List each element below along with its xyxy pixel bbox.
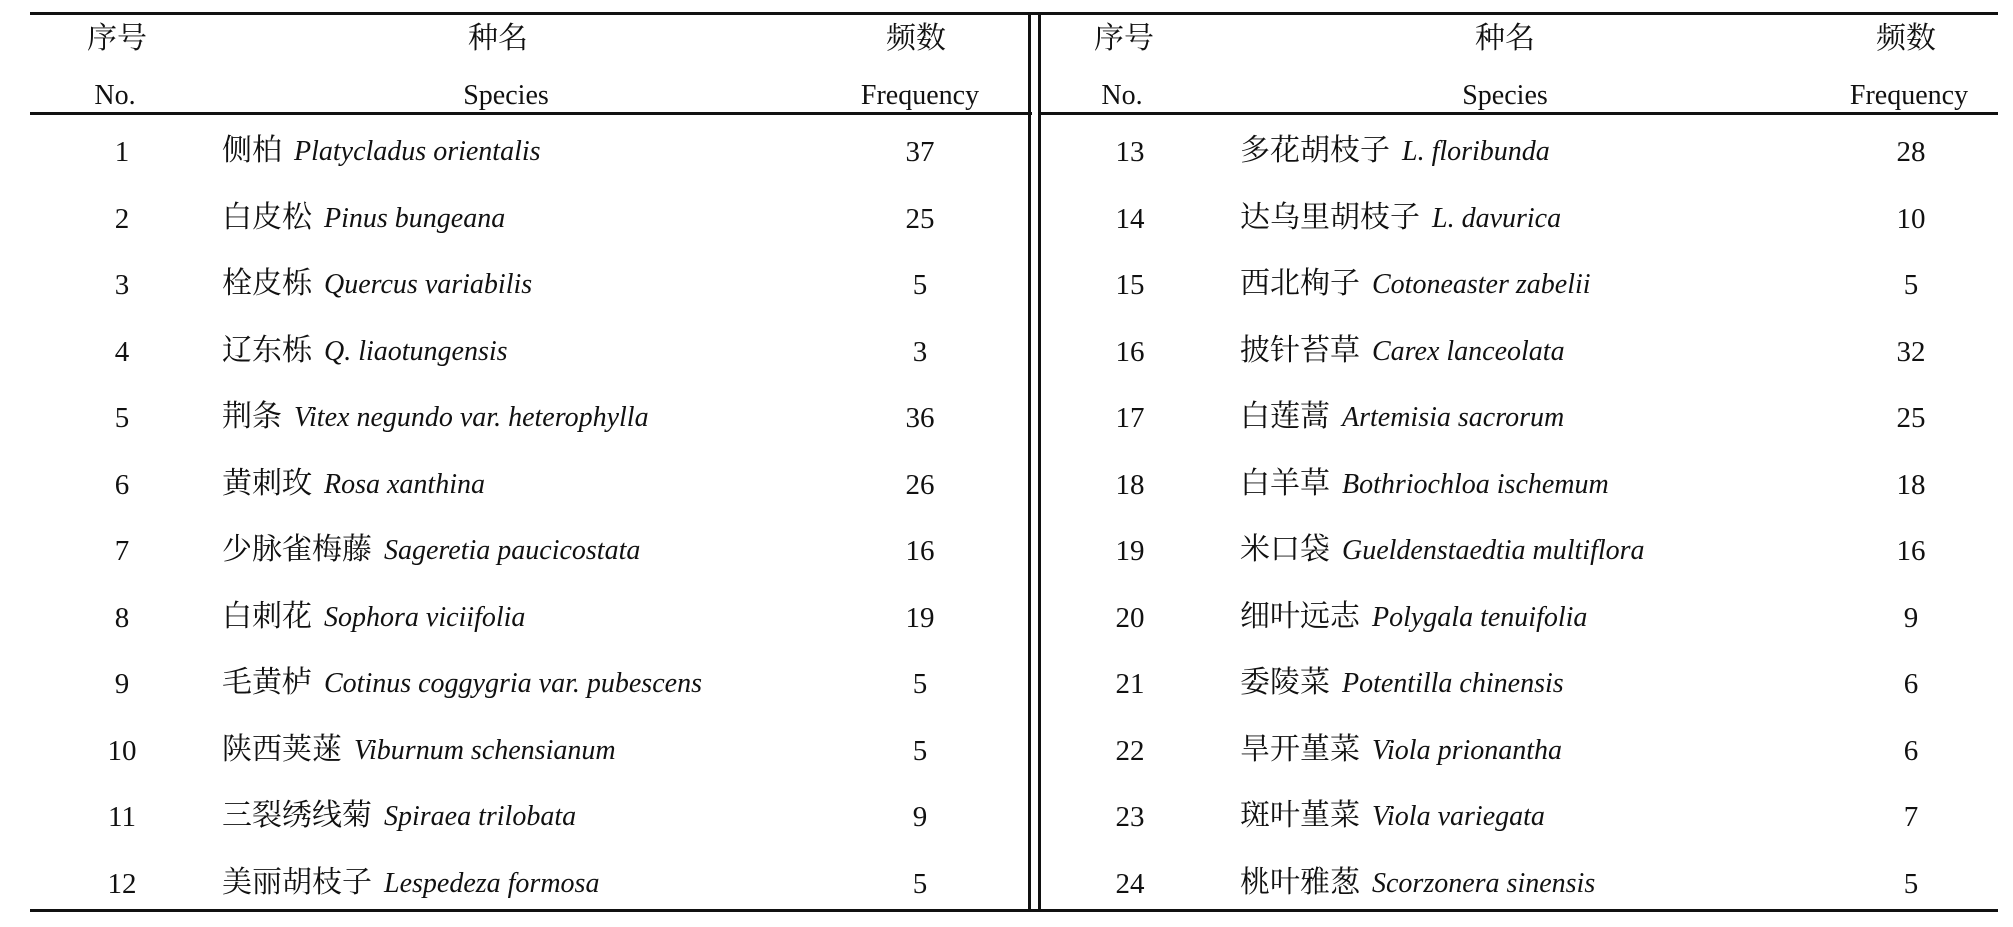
row-number: 17: [1115, 402, 1145, 434]
species-latin-name: Sageretia paucicostata: [384, 535, 641, 566]
species-latin-name: Vitex negundo var. heterophylla: [294, 402, 649, 433]
frequency-value: 6: [1903, 668, 1919, 700]
species-chinese-name: 桃叶雅葱: [1240, 865, 1360, 900]
row-number: 14: [1115, 203, 1145, 235]
species-chinese-name: 白羊草: [1240, 466, 1330, 501]
frequency-value: 18: [1896, 469, 1926, 501]
frequency-value: 3: [912, 336, 928, 368]
table-bottom-rule: [30, 909, 1998, 912]
frequency-value: 26: [905, 469, 935, 501]
header-freq-en: Frequency: [1849, 80, 1969, 111]
frequency-value: 19: [905, 602, 935, 634]
frequency-value: 7: [1903, 801, 1919, 833]
species-latin-name: L. davurica: [1432, 203, 1562, 234]
species-name: [222, 466, 485, 501]
species-chinese-name: 三裂绣线菊: [222, 798, 372, 833]
species-latin-name: Q. liaotungensis: [324, 336, 508, 367]
frequency-value: 5: [912, 668, 928, 700]
species-name: [1240, 399, 1565, 434]
species-name: [1240, 798, 1545, 833]
table-header-rule: [30, 112, 1032, 115]
species-chinese-name: 毛黄栌: [222, 665, 312, 700]
row-number: 18: [1115, 469, 1145, 501]
species-latin-name: Polygala tenuifolia: [1372, 602, 1588, 633]
species-chinese-name: 旱开堇菜: [1240, 732, 1360, 767]
header-freq-cn: 频数: [1876, 21, 1936, 56]
species-chinese-name: 多花胡枝子: [1240, 133, 1390, 168]
row-number: 6: [114, 469, 130, 501]
frequency-value: 36: [905, 402, 935, 434]
row-number: 9: [114, 668, 130, 700]
row-number: 7: [114, 535, 130, 567]
row-number: 20: [1115, 602, 1145, 634]
frequency-value: 32: [1896, 336, 1926, 368]
species-name: [222, 200, 506, 235]
header-species-en: Species: [1462, 80, 1548, 111]
species-name: [1240, 532, 1645, 567]
species-chinese-name: 辽东栎: [222, 333, 312, 368]
species-chinese-name: 白莲蒿: [1240, 399, 1330, 434]
species-latin-name: Viola prionantha: [1372, 735, 1563, 766]
row-number: 23: [1115, 801, 1145, 833]
frequency-value: 9: [912, 801, 928, 833]
header-no-cn: 序号: [87, 21, 147, 56]
row-number: 12: [107, 868, 137, 900]
row-number: 4: [114, 336, 130, 368]
species-chinese-name: 栓皮栎: [222, 266, 312, 301]
species-chinese-name: 陕西荚蒾: [222, 732, 342, 767]
species-latin-name: Rosa xanthina: [324, 469, 485, 500]
frequency-value: 10: [1896, 203, 1926, 235]
frequency-value: 5: [912, 269, 928, 301]
row-number: 11: [108, 801, 136, 833]
species-latin-name: Viburnum schensianum: [354, 735, 616, 766]
species-name: [222, 266, 533, 301]
species-name: [222, 865, 600, 900]
species-name: [1240, 266, 1591, 301]
species-name: [222, 599, 526, 634]
species-name: [222, 798, 577, 833]
species-chinese-name: 荆条: [222, 399, 282, 434]
row-number: 15: [1115, 269, 1145, 301]
header-no-cn: 序号: [1094, 21, 1154, 56]
species-latin-name: Scorzonera sinensis: [1372, 868, 1596, 899]
species-latin-name: Platycladus orientalis: [294, 136, 541, 167]
row-number: 8: [114, 602, 130, 634]
header-species-cn: 种名: [468, 21, 528, 56]
header-no-en: No.: [94, 80, 136, 111]
species-latin-name: Cotinus coggygria var. pubescens: [324, 668, 702, 699]
species-chinese-name: 委陵菜: [1240, 665, 1330, 700]
species-name: [222, 333, 508, 368]
frequency-value: 37: [905, 136, 935, 168]
species-chinese-name: 白刺花: [222, 599, 312, 634]
species-name: [222, 532, 641, 567]
species-chinese-name: 黄刺玫: [222, 466, 312, 501]
header-freq-cn: 频数: [886, 21, 946, 56]
row-number: 1: [114, 136, 130, 168]
header-species-cn: 种名: [1475, 21, 1535, 56]
species-chinese-name: 美丽胡枝子: [222, 865, 372, 900]
row-number: 2: [114, 203, 130, 235]
row-number: 22: [1115, 735, 1145, 767]
column-divider: [1028, 12, 1031, 912]
species-name: [222, 732, 616, 767]
species-chinese-name: 白皮松: [222, 200, 312, 235]
species-name: [1240, 466, 1609, 501]
table-top-rule: [30, 12, 1998, 15]
frequency-value: 6: [1903, 735, 1919, 767]
header-no-en: No.: [1101, 80, 1143, 111]
species-latin-name: Sophora viciifolia: [324, 602, 526, 633]
species-latin-name: L. floribunda: [1402, 136, 1550, 167]
species-latin-name: Gueldenstaedtia multiflora: [1342, 535, 1645, 566]
species-name: [1240, 599, 1588, 634]
frequency-value: 28: [1896, 136, 1926, 168]
species-chinese-name: 斑叶堇菜: [1240, 798, 1360, 833]
row-number: 19: [1115, 535, 1145, 567]
species-name: [1240, 665, 1564, 700]
row-number: 5: [114, 402, 130, 434]
species-latin-name: Artemisia sacrorum: [1342, 402, 1565, 433]
species-latin-name: Lespedeza formosa: [384, 868, 600, 899]
species-latin-name: Pinus bungeana: [324, 203, 506, 234]
species-latin-name: Quercus variabilis: [324, 269, 533, 300]
frequency-value: 25: [1896, 402, 1926, 434]
species-chinese-name: 少脉雀梅藤: [222, 532, 372, 567]
species-latin-name: Viola variegata: [1372, 801, 1545, 832]
row-number: 16: [1115, 336, 1145, 368]
row-number: 21: [1115, 668, 1145, 700]
species-chinese-name: 米口袋: [1240, 532, 1330, 567]
species-name: [1240, 732, 1563, 767]
frequency-value: 25: [905, 203, 935, 235]
column-divider: [1038, 12, 1041, 912]
species-chinese-name: 西北栒子: [1240, 266, 1360, 301]
species-latin-name: Potentilla chinensis: [1342, 668, 1564, 699]
species-name: [1240, 865, 1596, 900]
header-species-en: Species: [463, 80, 549, 111]
frequency-value: 5: [1903, 868, 1919, 900]
row-number: 10: [107, 735, 137, 767]
species-chinese-name: 披针苔草: [1240, 333, 1360, 368]
row-number: 3: [114, 269, 130, 301]
row-number: 24: [1115, 868, 1145, 900]
frequency-value: 5: [912, 735, 928, 767]
frequency-value: 9: [1903, 602, 1919, 634]
species-chinese-name: 侧柏: [222, 133, 282, 168]
species-name: [222, 133, 541, 168]
species-name: [222, 665, 702, 700]
species-chinese-name: 细叶远志: [1240, 599, 1360, 634]
species-name: [1240, 333, 1565, 368]
species-latin-name: Carex lanceolata: [1372, 336, 1565, 367]
frequency-value: 5: [1903, 269, 1919, 301]
species-name: [222, 399, 649, 434]
species-name: [1240, 200, 1562, 235]
table-header-rule-right: [1040, 112, 1998, 115]
species-latin-name: Spiraea trilobata: [384, 801, 577, 832]
header-freq-en: Frequency: [860, 80, 980, 111]
row-number: 13: [1115, 136, 1145, 168]
frequency-value: 16: [905, 535, 935, 567]
species-latin-name: Bothriochloa ischemum: [1342, 469, 1609, 500]
species-chinese-name: 达乌里胡枝子: [1240, 200, 1420, 235]
frequency-value: 5: [912, 868, 928, 900]
frequency-value: 16: [1896, 535, 1926, 567]
species-name: [1240, 133, 1550, 168]
species-latin-name: Cotoneaster zabelii: [1372, 269, 1591, 300]
